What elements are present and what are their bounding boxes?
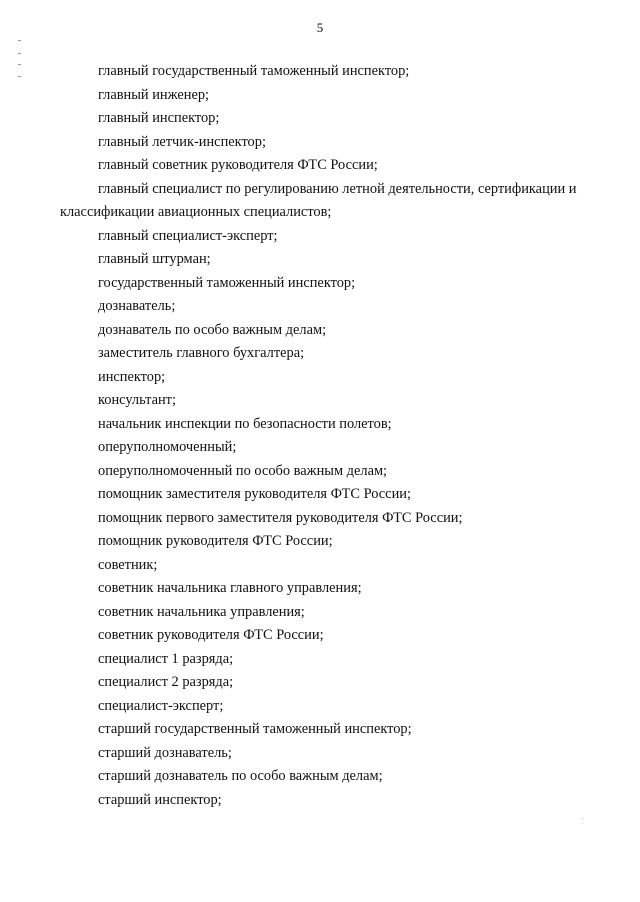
list-item: советник начальника управления; [98, 603, 305, 620]
list-item: советник начальника главного управления; [98, 580, 362, 596]
list-item: старший дознаватель; [98, 744, 232, 761]
list-item: государственный таможенный инспектор; [98, 274, 356, 291]
scan-dot [582, 818, 583, 819]
list-item: советник руководителя ФТС России; [98, 627, 324, 643]
list-item: главный летчик-инспектор; [98, 133, 266, 150]
list-item: главный советник руководителя ФТС России; [98, 157, 378, 173]
list-item: специалист 2 разряда; [98, 674, 234, 690]
list-item: оперуполномоченный по особо важным делам; [98, 462, 388, 479]
page-number: 5 [316, 20, 324, 35]
margin-mark [18, 64, 21, 65]
list-item: старший дознаватель по особо важным делам; [98, 768, 383, 784]
margin-mark [18, 76, 21, 77]
list-item: помощник первого заместителя руководителя ФТС России; [98, 509, 463, 526]
list-item: заместитель главного бухгалтера; [98, 345, 305, 361]
list-item: помощник заместителя руководителя ФТС России; [98, 486, 411, 502]
list-item: старший государственный таможенный инспектор; [98, 721, 412, 737]
list-item: главный специалист-эксперт; [98, 227, 278, 244]
position-list [60, 60, 600, 812]
list-item: советник; [98, 556, 158, 573]
list-item: главный штурман; [98, 251, 211, 267]
list-item: оперуполномоченный; [98, 439, 237, 455]
list-item: старший инспектор; [98, 791, 222, 808]
list-item: инспектор; [98, 368, 166, 385]
list-item: помощник руководителя ФТС России; [98, 533, 333, 549]
list-item: дознаватель по особо важным делам; [98, 321, 327, 338]
list-item: специалист-эксперт; [98, 697, 224, 714]
margin-mark [18, 53, 21, 54]
list-item: дознаватель; [98, 298, 176, 314]
list-item: главный государственный таможенный инспектор; [98, 63, 410, 79]
list-item: главный инспектор; [98, 110, 220, 126]
list-item: консультант; [98, 392, 176, 408]
list-item: специалист 1 разряда; [98, 650, 234, 667]
list-item: главный специалист по регулированию летной деятельности, сертификации и классификации авиационных специалистов; [60, 180, 577, 220]
list-item: начальник инспекции по безопасности полетов; [98, 415, 392, 432]
list-item: главный инженер; [98, 86, 210, 103]
margin-mark [18, 40, 21, 41]
